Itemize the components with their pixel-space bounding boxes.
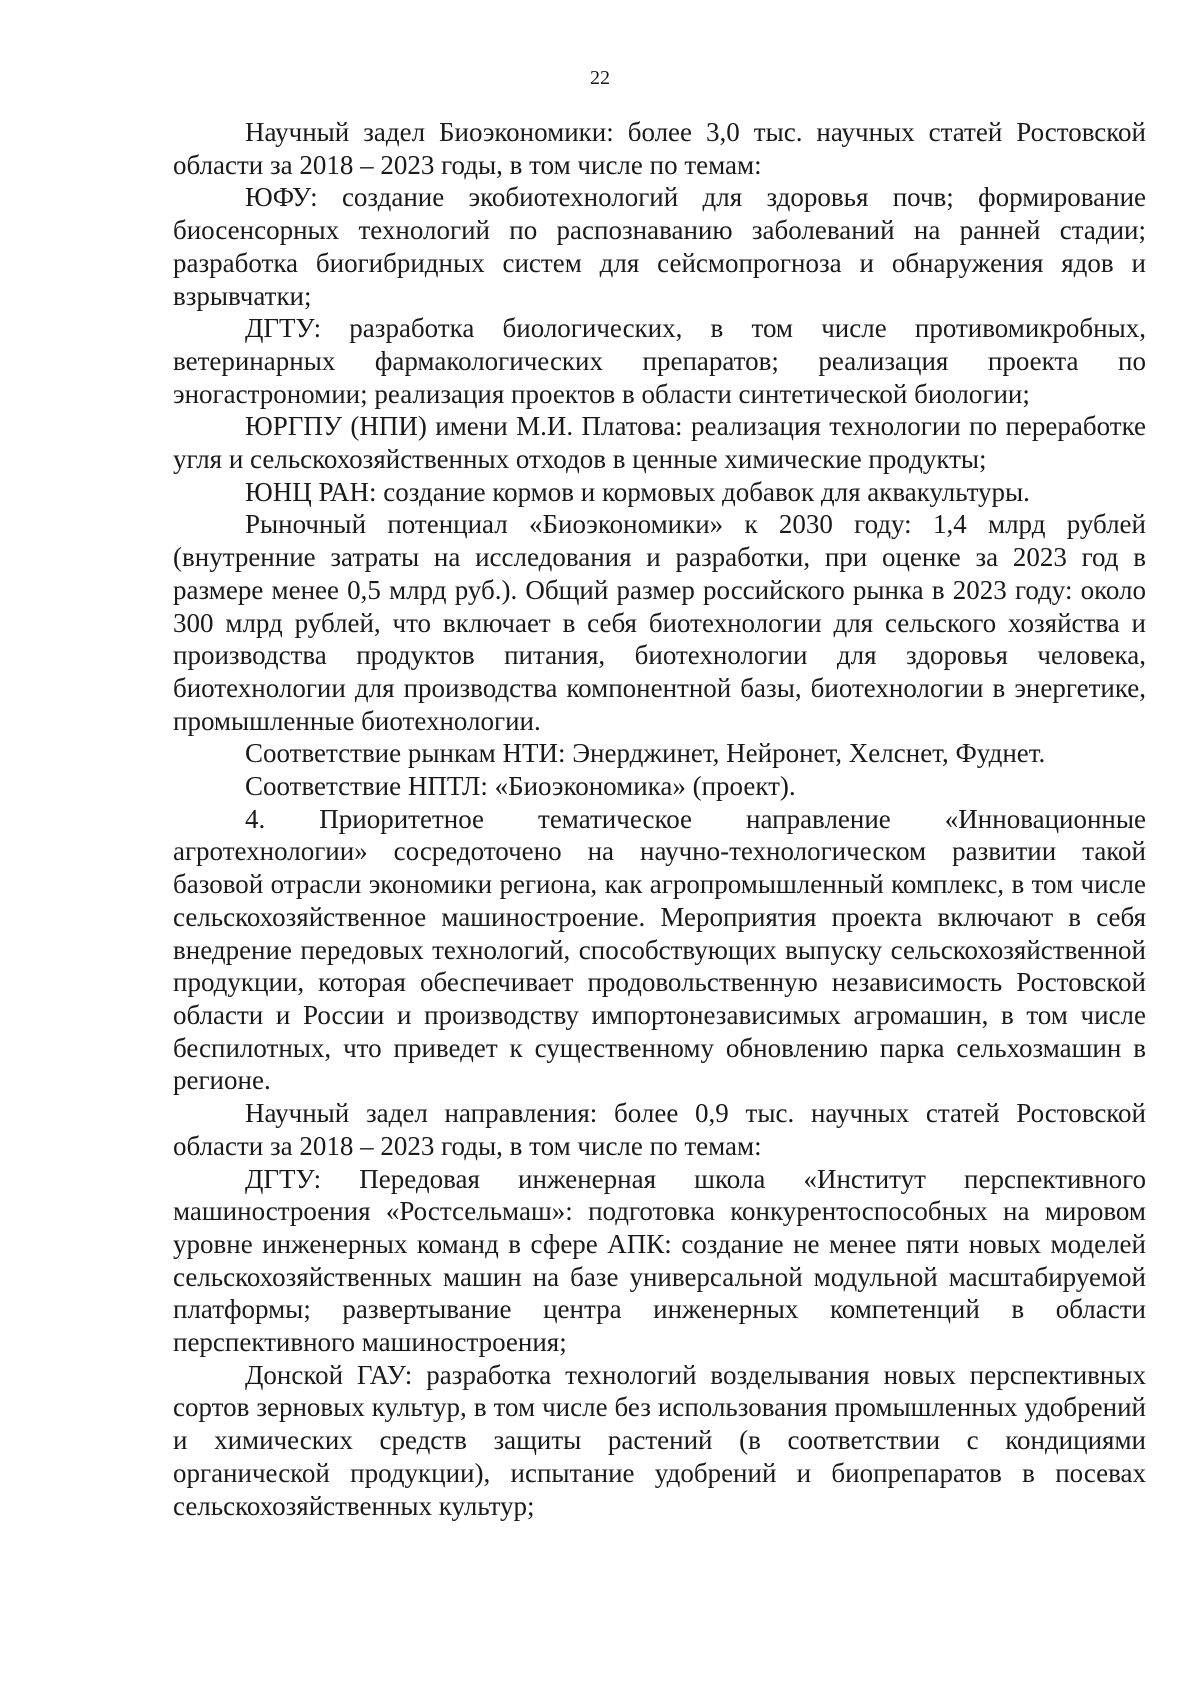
paragraph-agrotech-direction: 4. Приоритетное тематическое направление «Инновационные агротехнологии» сосредоточено на научно-технологическом развитии такой базовой отрасли экономики региона, как агропромышленный комплекс, в том числе сельскохозяйственное машиностроение. Мероприятия проекта включают в себя внедрение передовых технологий, способствующих выпуску сельскохозяйственной продукции, которая обеспечивает продовольственную независимость Ростовской области и России и производству импортонезависимых агромашин, в том числе беспилотных, что приведет к существенному обновлению парка сельхозмашин в регионе.	[173, 803, 1146, 1096]
paragraph-dstu-bio: ДГТУ: разработка биологических, в том числе противомикробных, ветеринарных фармакологических препаратов; реализация проекта по эногастрономии; реализация проектов в области синтетической биологии;	[173, 313, 1146, 409]
paragraph-nti-markets: Соответствие рынкам НТИ: Энерджинет, Нейронет, Хелснет, Фуднет.	[245, 738, 1046, 769]
document-body	[173, 116, 1146, 1522]
paragraph-bioeconomy-research: Научный задел Биоэкономики: более 3,0 тыс. научных статей Ростовской области за 2018 – 2023 годы, в том числе по темам:	[173, 117, 1146, 180]
paragraph-agrotech-research: Научный задел направления: более 0,9 тыс. научных статей Ростовской области за 2018 – 2023 годы, в том числе по темам:	[173, 1098, 1146, 1161]
paragraph-dstu-engineering: ДГТУ: Передовая инженерная школа «Институт перспективного машиностроения «Ростсельмаш»: подготовка конкурентоспособных на мировом уровне инженерных команд в сфере АПК: создание не менее пяти новых моделей сельскохозяйственных машин на базе универсальной модульной масштабируемой платформы; развертывание центра инженерных компетенций в области перспективного машиностроения;	[173, 1163, 1146, 1358]
page-number: 22	[590, 67, 610, 89]
paragraph-sfedu: ЮФУ: создание экобиотехнологий для здоровья почв; формирование биосенсорных технологий по распознаванию заболеваний на ранней стадии; разработка биогибридных систем для сейсмопрогноза и обнаружения ядов и взрывчатки;	[173, 182, 1146, 311]
paragraph-don-gau: Донской ГАУ: разработка технологий возделывания новых перспективных сортов зерновых культур, в том числе без использования промышленных удобрений и химических средств защиты растений (в соответствии с кондициями органической продукции), испытание удобрений и биопрепаратов в посевах сельскохозяйственных культур;	[173, 1359, 1146, 1521]
paragraph-srspu: ЮРГПУ (НПИ) имени М.И. Платова: реализация технологии по переработке угля и сельскохозяйственных отходов в ценные химические продукты;	[173, 411, 1146, 475]
paragraph-ssc-ras: ЮНЦ РАН: создание кормов и кормовых добавок для аквакультуры.	[245, 476, 1030, 507]
paragraph-market-potential: Рыночный потенциал «Биоэкономики» к 2030 году: 1,4 млрд рублей (внутренние затраты на исследования и разработки, при оценке за 2023 год в размере менее 0,5 млрд руб.). Общий размер российского рынка в 2023 году: около 300 млрд рублей, что включает в себя биотехнологии для сельского хозяйства и производства продуктов питания, биотехнологии для здоровья человека, биотехнологии для производства компонентной базы, биотехнологии в энергетике, промышленные биотехнологии.	[173, 509, 1146, 736]
paragraph-nptl: Соответствие НПТЛ: «Биоэкономика» (проект).	[245, 771, 796, 802]
